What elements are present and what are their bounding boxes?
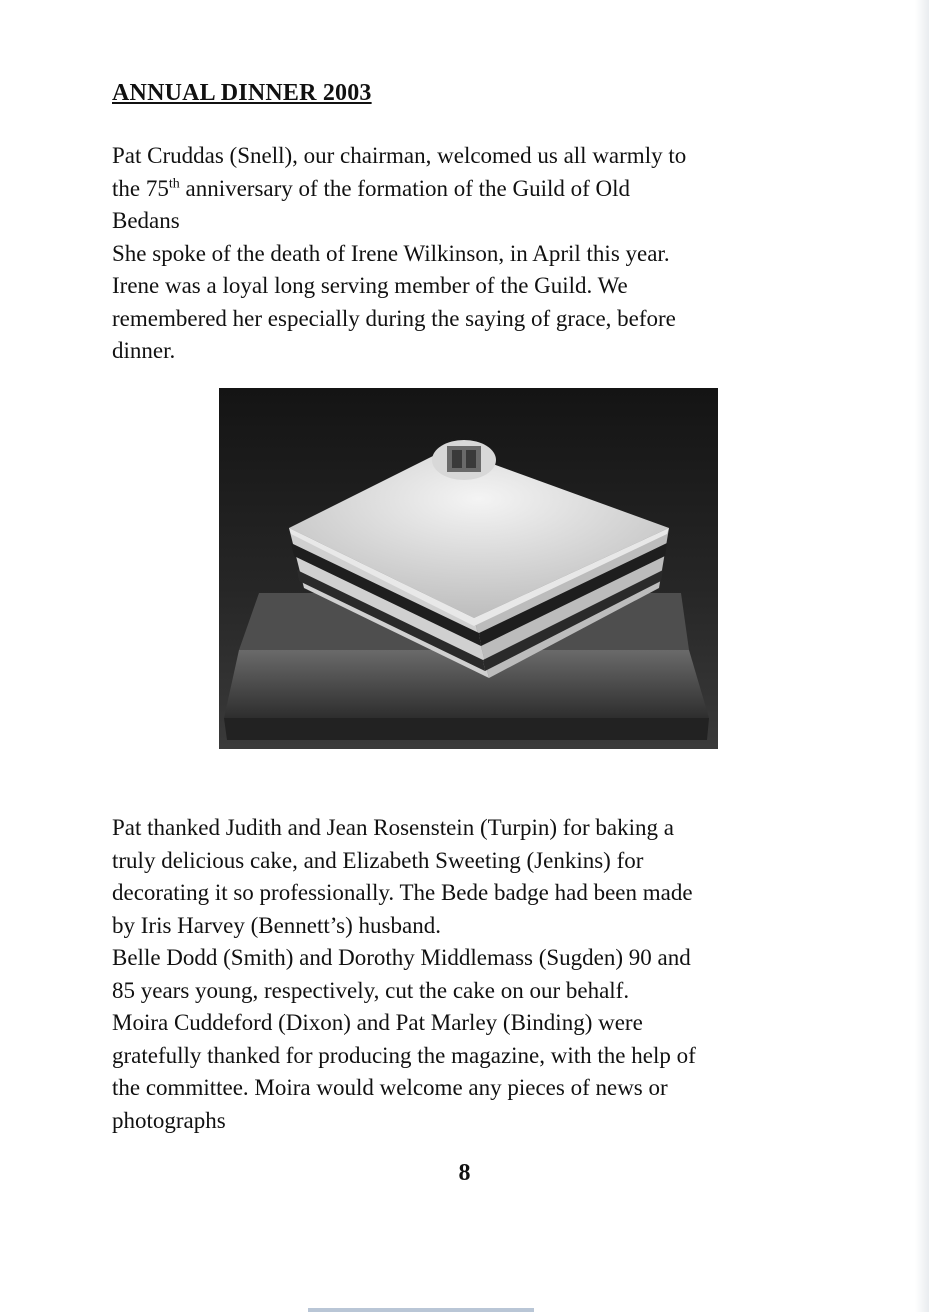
text-line: 85 years young, respectively, cut the cake on our behalf. xyxy=(112,977,630,1003)
text-line: Irene was a loyal long serving member of the Guild. We xyxy=(112,273,628,298)
text-line xyxy=(112,173,832,206)
page-edge xyxy=(915,0,929,1312)
text-line: Belle Dodd (Smith) and Dorothy Middlemass (Sugden) 90 and xyxy=(112,945,691,970)
closing-paragraph xyxy=(112,812,832,1137)
text-line: She spoke of the death of Irene Wilkinson, in April this year. xyxy=(112,240,670,266)
text-line: decorating it so professionally. The Bede badge had been made xyxy=(112,880,693,905)
text-line: Moira Cuddeford (Dixon) and Pat Marley (Binding) were xyxy=(112,1010,643,1035)
text-line: the committee. Moira would welcome any pieces of news or xyxy=(112,1075,668,1100)
text-line: truly delicious cake, and Elizabeth Sweeting (Jenkins) for xyxy=(112,847,644,873)
ordinal-suffix: th xyxy=(168,175,180,191)
page-number: 8 xyxy=(458,1160,471,1186)
text-line: Pat thanked Judith and Jean Rosenstein (Turpin) for baking a xyxy=(112,815,674,840)
text-line: remembered her especially during the saying of grace, before xyxy=(112,305,676,331)
text-line: Pat Cruddas (Snell), our chairman, welcomed us all warmly to xyxy=(112,143,687,168)
text-line: Bedans xyxy=(112,208,180,233)
cake-photo xyxy=(219,388,718,749)
text-fragment: the 75 xyxy=(112,175,169,201)
text-line: gratefully thanked for producing the magazine, with the help of xyxy=(112,1042,696,1068)
text-line: by Iris Harvey (Bennett’s) husband. xyxy=(112,912,441,938)
text-fragment: anniversary of the formation of the Guild of Old xyxy=(179,175,631,201)
text-line: photographs xyxy=(112,1107,226,1133)
article-heading: ANNUAL DINNER 2003 xyxy=(112,80,372,106)
intro-paragraph xyxy=(112,140,832,368)
text-line: dinner. xyxy=(112,338,176,363)
bottom-tab xyxy=(308,1308,534,1312)
cake-photo-icon xyxy=(219,388,718,749)
